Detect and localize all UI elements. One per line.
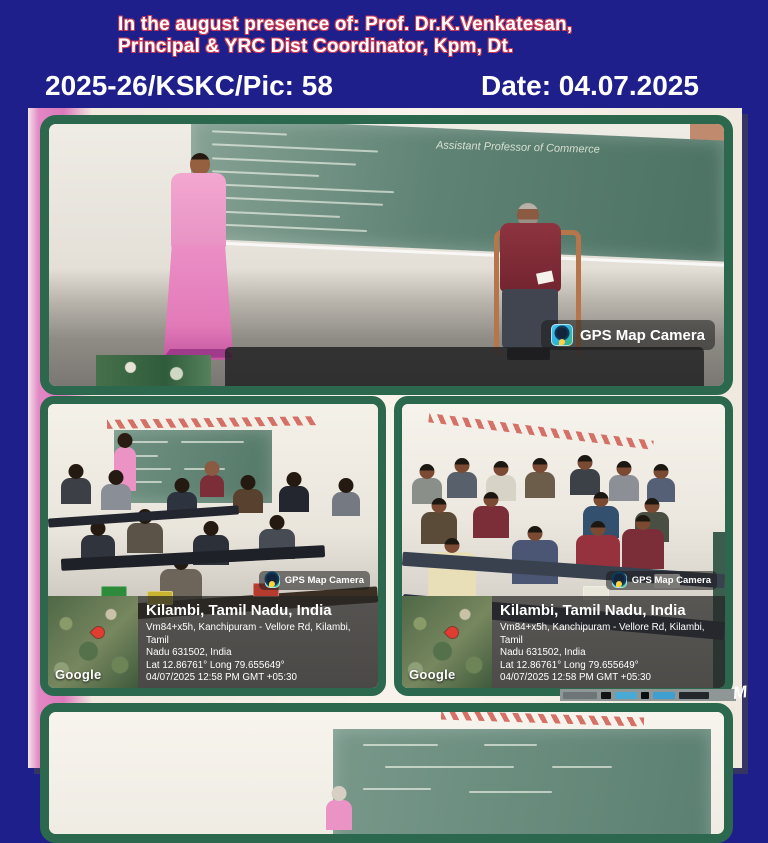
gps-address-1: Vm84+x5h, Kanchipuram - Vellore Rd, Kilambi, Tamil (500, 622, 705, 646)
gps-coordinates: Lat 12.86761° Long 79.655649° (146, 659, 285, 671)
gps-timestamp: 04/07/2025 12:58 PM GMT +05:30 (500, 672, 651, 683)
gps-place: Kilambi, Tamil Nadu, India (146, 602, 332, 619)
student-figure (609, 475, 639, 501)
map-pin-icon (91, 625, 107, 641)
gps-location-overlay (48, 596, 378, 688)
strip-block (653, 692, 675, 699)
floor-shadow-band (225, 347, 704, 386)
photo1-scene (49, 124, 724, 386)
photo-bottom-cropped (40, 703, 733, 843)
student-figure (473, 506, 509, 538)
photo-reference: 2025-26/KSKC/Pic: 58 (45, 70, 333, 101)
gps-badge-label: GPS Map Camera (631, 575, 711, 586)
gps-map-camera-icon (551, 324, 573, 346)
gps-timestamp: 04/07/2025 12:58 PM GMT +05:30 (146, 672, 297, 683)
student-figure (447, 472, 477, 498)
chalkboard (333, 729, 711, 843)
strip-block (679, 692, 709, 699)
gps-address-2: Nadu 631502, India (146, 647, 232, 658)
photo4-scene (49, 712, 724, 834)
chalkboard (191, 118, 724, 262)
gps-coordinates: Lat 12.86761° Long 79.655649° (500, 659, 639, 671)
film-strip-fragment (560, 689, 736, 701)
woman-head (190, 153, 210, 175)
google-logo: Google (55, 667, 102, 682)
student-figure (127, 523, 163, 553)
gps-map-camera-icon (612, 573, 627, 588)
man-shirt (500, 223, 560, 292)
strip-block (641, 692, 649, 699)
strip-block (601, 692, 611, 699)
woman-sari-skirt (163, 244, 233, 360)
student-figure (570, 469, 600, 495)
gps-address-2: Nadu 631502, India (500, 647, 586, 658)
gps-text-panel (138, 596, 378, 688)
gps-map-camera-badge (606, 571, 717, 590)
gps-text-panel (492, 596, 725, 688)
photo2-scene (48, 404, 378, 688)
student-figure (61, 478, 91, 504)
gps-map-camera-icon (265, 573, 280, 588)
gps-location-overlay (402, 596, 725, 688)
strip-block (615, 692, 637, 699)
student-figure (332, 492, 360, 516)
header-line1: In the august presence of: Prof. Dr.K.Venkatesan, (118, 14, 573, 35)
gps-badge-label: GPS Map Camera (579, 326, 705, 344)
strip-block (563, 692, 597, 699)
photo-speakers (40, 115, 733, 395)
photo-date: Date: 04.07.2025 (481, 70, 699, 101)
photo-fragment (96, 355, 211, 386)
map-pin-icon (445, 625, 461, 641)
google-logo: Google (409, 667, 456, 682)
watermark-m: M (731, 682, 749, 703)
woman-blouse (171, 173, 226, 249)
woman-speaker-figure (150, 153, 245, 376)
gps-place: Kilambi, Tamil Nadu, India (500, 602, 686, 619)
header-line2: Principal & YRC Dist Coordinator, Kpm, Dt. (118, 36, 514, 57)
gps-address-1: Vm84+x5h, Kanchipuram - Vellore Rd, Kilambi, Tamil (146, 622, 351, 646)
gps-badge-label: GPS Map Camera (284, 575, 364, 586)
gps-map-camera-badge (259, 571, 370, 590)
student-figure (525, 472, 555, 498)
person-figure (326, 800, 352, 830)
student-figure (279, 486, 309, 512)
map-thumbnail (402, 596, 492, 688)
student-figure (622, 529, 664, 569)
man-speaker-figure (200, 475, 224, 497)
student-figure (101, 484, 131, 510)
photo3-scene (402, 404, 725, 688)
reference-banner (0, 70, 768, 104)
event-header (118, 14, 572, 58)
map-thumbnail (48, 596, 138, 688)
gps-map-camera-badge (541, 320, 715, 350)
photo-class-rear (40, 396, 386, 696)
photo-class-front (394, 396, 733, 696)
board-title-text: Assistant Professor of Commerce (435, 139, 600, 156)
